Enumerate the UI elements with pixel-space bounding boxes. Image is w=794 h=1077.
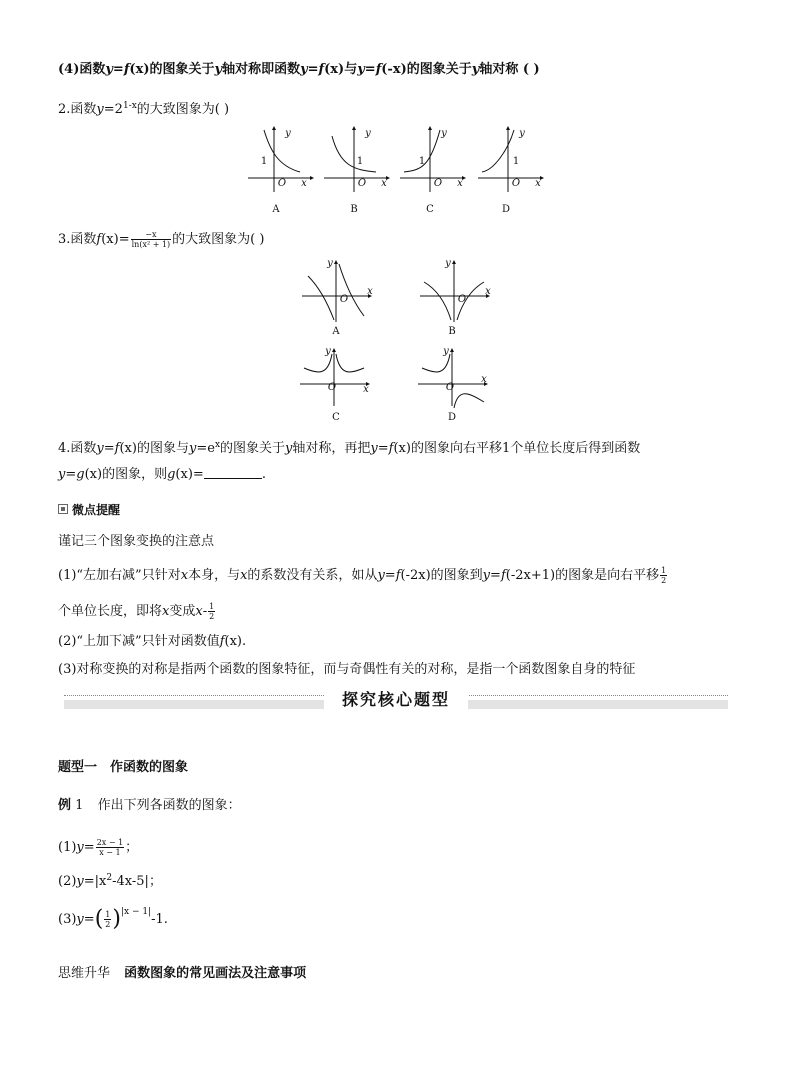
q3-fraction: $\frac{-x}{\text{ln(x² + 1)}}$ bbox=[131, 230, 171, 249]
q3-graph-a: y x O A bbox=[302, 260, 374, 322]
q3-graph-d: y x O D bbox=[418, 348, 490, 408]
q3-label-b: B bbox=[448, 326, 456, 337]
q3-graph-b: y x O B bbox=[420, 260, 492, 322]
question-3: 3.函数f(x)= $\frac{-x}{\text{ln(x² + 1)}}$ 的大致图象为( ) bbox=[58, 230, 265, 249]
question-4-line-2: y=g(x)的图象，则g(x)= . bbox=[58, 467, 266, 482]
tips-heading: 微点提醒 bbox=[58, 502, 120, 518]
q2-label-d: D bbox=[501, 204, 511, 215]
q2-graph-d: y x O 1 D bbox=[478, 126, 548, 192]
type-1-heading: 题型一 作函数的图象 bbox=[58, 760, 189, 775]
q2-graph-b: y x O 1 B bbox=[324, 126, 394, 192]
q3-label-c: C bbox=[332, 412, 340, 423]
item-1-fraction: $\frac{2x - 1}{x - 1}$ bbox=[96, 838, 124, 857]
tips-fraction-half-2: $\frac{1}{2}$ bbox=[209, 602, 215, 621]
q2-label-c: C bbox=[426, 204, 434, 215]
tips-fraction-half: $\frac{1}{2}$ bbox=[661, 566, 667, 585]
banner-title: 探究核心题型 bbox=[324, 689, 468, 711]
q3-label-a: A bbox=[332, 326, 340, 337]
section-banner bbox=[64, 690, 728, 712]
item-3-fraction: $\frac{1}{2}$ bbox=[105, 910, 111, 929]
example-1-item-3: (3)y=( $\frac{1}{2}$ )$^{|x - 1|}$-1. bbox=[58, 906, 168, 932]
thinking-section: 思维升华 函数图象的常见画法及注意事项 bbox=[58, 966, 307, 981]
example-1-item-1: (1)y= $\frac{2x - 1}{x - 1}$ ； bbox=[58, 838, 139, 857]
tips-intro: 谨记三个图象变换的注意点 bbox=[58, 534, 215, 549]
q3-graph-c: y x O C bbox=[300, 348, 372, 408]
question-4-line-1: 4.函数y=f(x)的图象与$y=e^x$的图象关于y轴对称，再把y=f(x)的图象向右平移1个单位长度后得到函数 bbox=[58, 440, 641, 456]
tips-point-1: (1)“左加右减”只针对x本身，与x的系数没有关系，如从y=f(-2x)的图象到y=f(-2x+1)的图象是向右平移 $\frac{1}{2}$ bbox=[58, 566, 667, 585]
q3-graph-c-svg bbox=[300, 348, 372, 408]
tips-point-2: (2)“上加下减”只针对函数值f(x). bbox=[58, 634, 247, 649]
tips-point-3: (3)对称变换的对称是指两个函数的图象特征，而与奇偶性有关的对称，是指一个函数图象自身的特征 bbox=[58, 662, 636, 677]
question-2: 2.函数$y=2^{1-x}$的大致图象为( ) bbox=[58, 101, 230, 117]
answer-blank bbox=[204, 467, 262, 479]
tips-point-1-cont: 个单位长度，即将x变成x- $\frac{1}{2}$ bbox=[58, 602, 215, 621]
example-1: 例 1 作出下列各函数的图象： bbox=[58, 798, 241, 813]
q2-label-a: A bbox=[272, 204, 280, 215]
q2-graph-c: y x O 1 C bbox=[400, 126, 470, 192]
q3-label-d: D bbox=[447, 412, 457, 423]
tips-box-icon bbox=[58, 504, 68, 514]
example-1-item-2: $(2)y=|x^2-4x-5|$； bbox=[58, 873, 162, 889]
q2-graph-a: y x O 1 A bbox=[248, 126, 318, 192]
question-4-prev: (4)函数y=f(x)的图象关于y轴对称即函数y=f(x)与y=f(-x)的图象关于y轴对称 ( ) bbox=[58, 62, 540, 77]
q2-label-b: B bbox=[350, 204, 358, 215]
